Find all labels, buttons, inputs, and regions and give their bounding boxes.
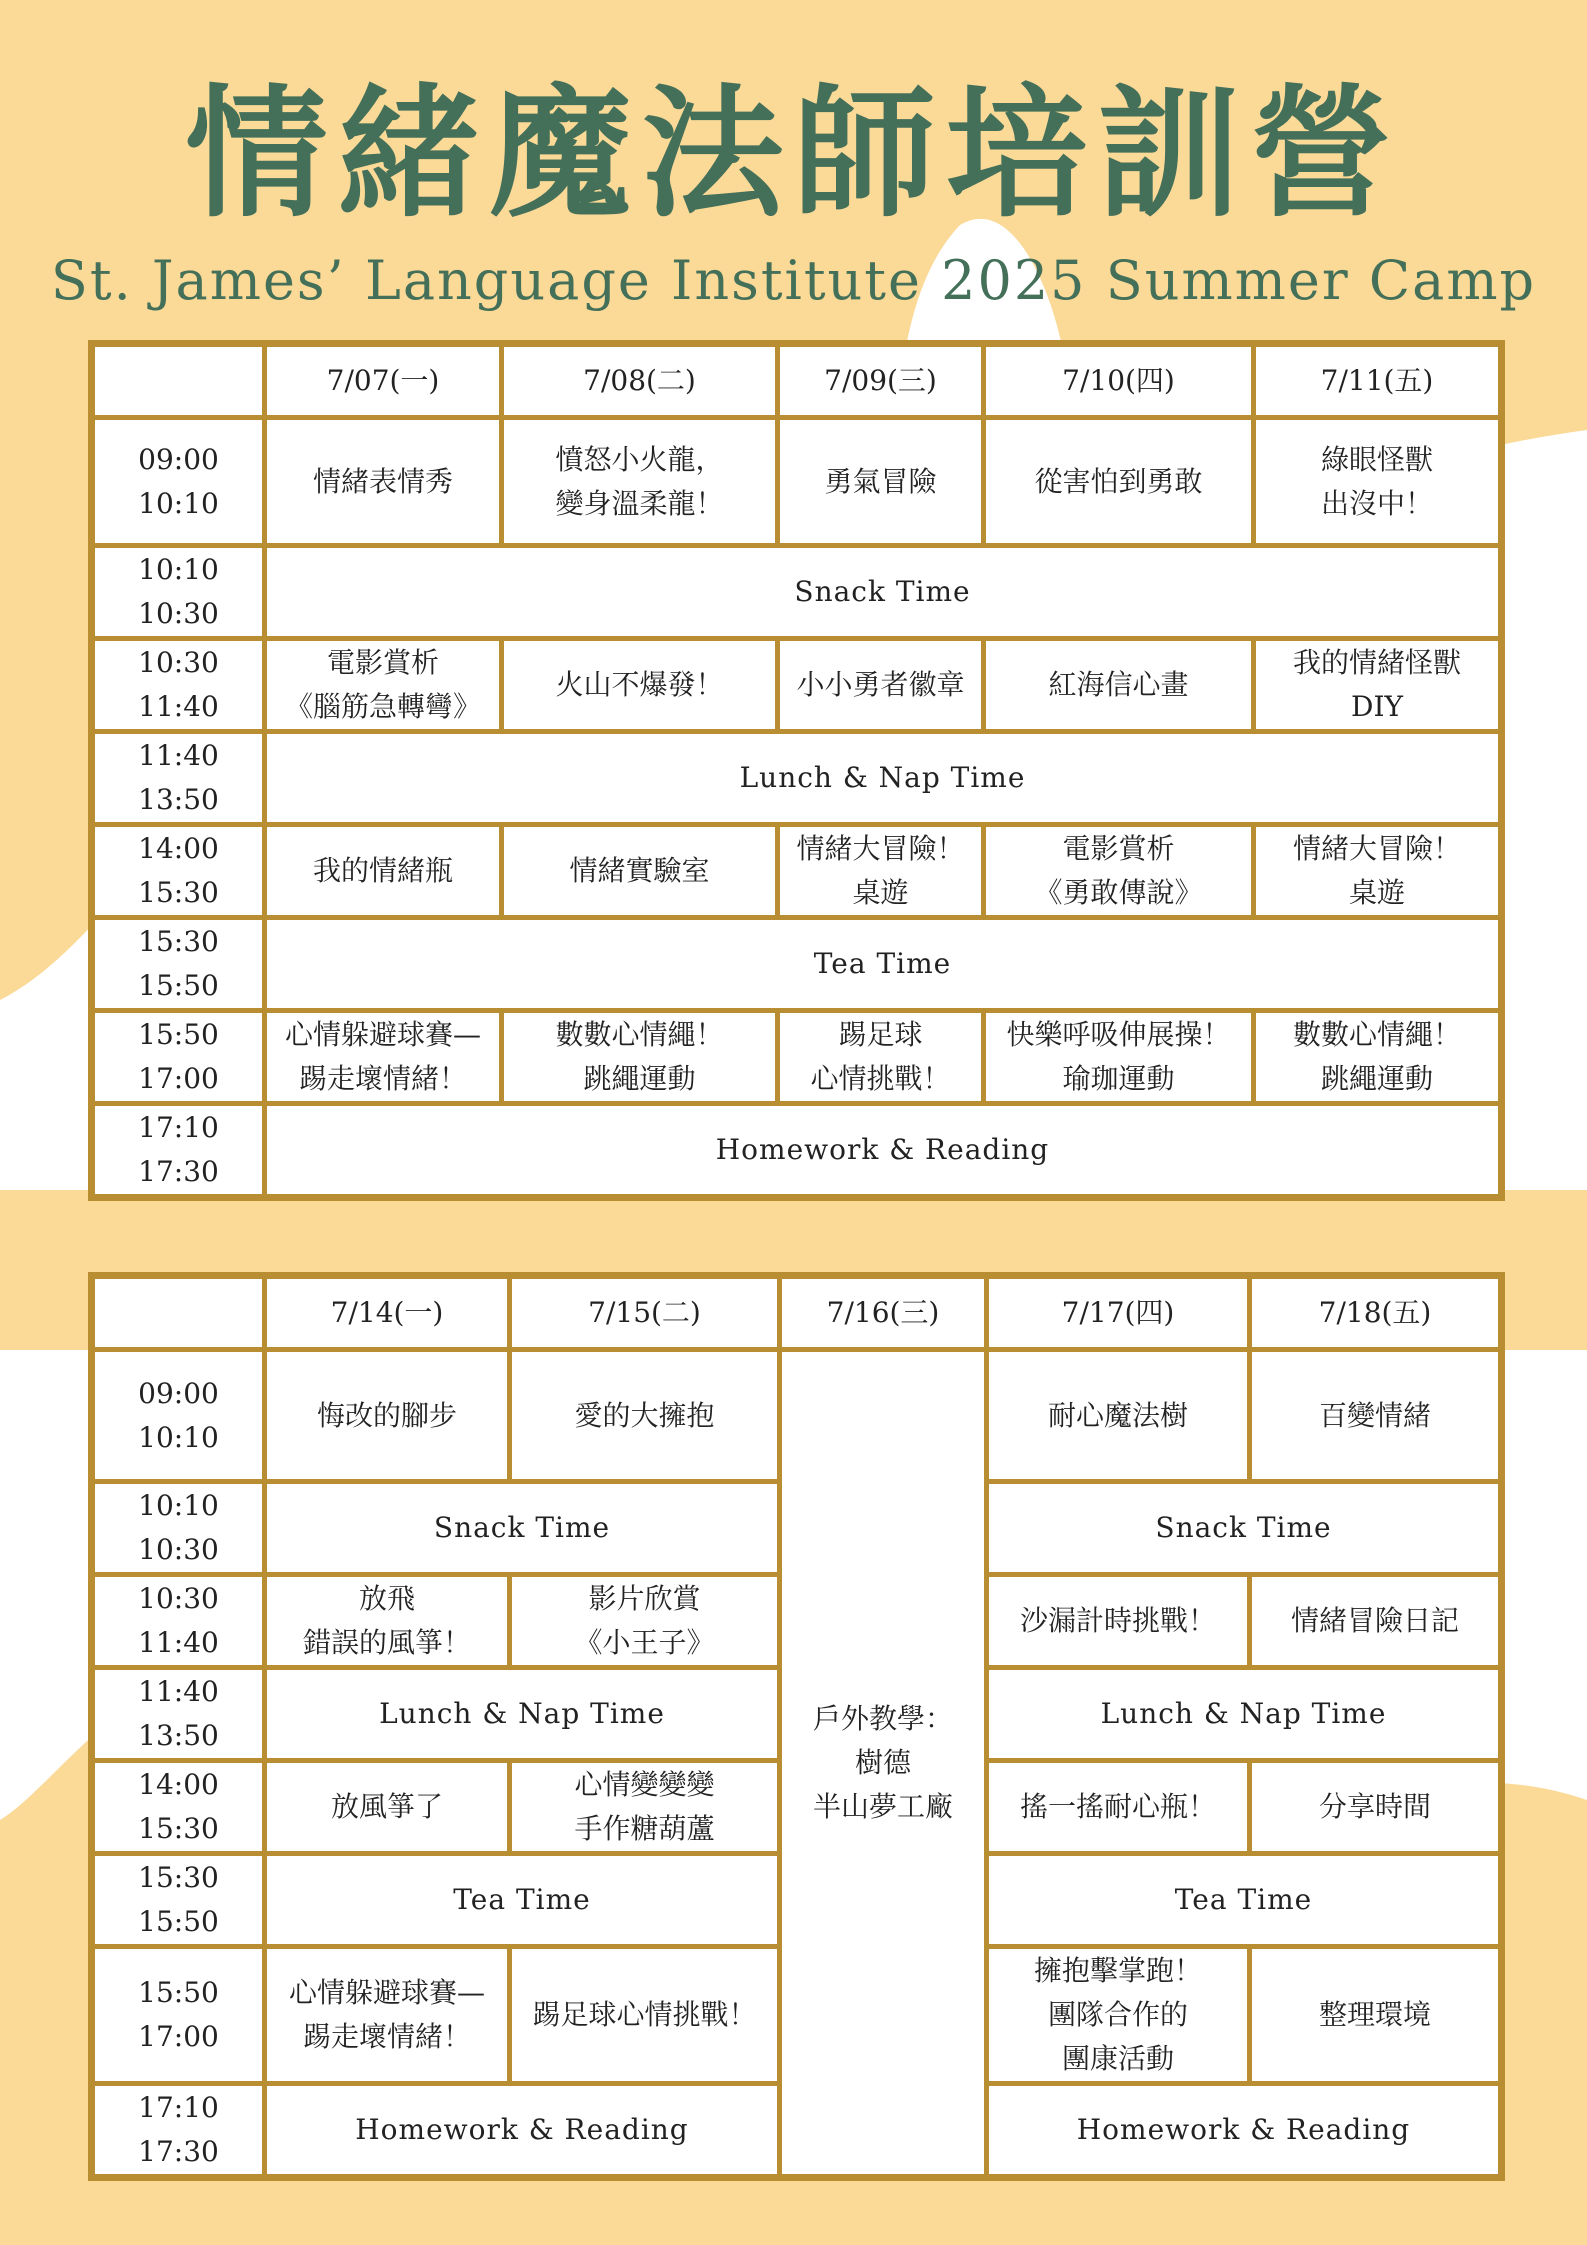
time-cell-line: 15:50 (138, 1905, 219, 1938)
week1-slot-row (92, 418, 1502, 546)
time-cell-line: 15:50 (138, 1976, 219, 2009)
activity-cell (1250, 1575, 1502, 1668)
activity-cell-line: 影片欣賞 (588, 1582, 701, 1615)
time-cell-line: 10:10 (138, 486, 219, 520)
time-cell-line: 15:30 (138, 876, 219, 909)
corner-cell (92, 1276, 265, 1350)
time-cell (92, 418, 265, 546)
break-cell: Snack Time (987, 1482, 1502, 1575)
day-header: 7/18(五) (1250, 1276, 1502, 1350)
activity-cell-line: DIY (1351, 690, 1403, 723)
activity-cell (1254, 1011, 1502, 1104)
week2-slot-row (92, 1350, 1502, 1482)
time-cell-line: 10:10 (138, 1420, 219, 1454)
week1-slot-row (92, 918, 1502, 1011)
day-header: 7/09(三) (778, 344, 984, 418)
activity-cell-line: 綠眼怪獸 (1320, 442, 1433, 476)
day-header: 7/07(一) (265, 344, 502, 418)
page-subtitle: St. James’ Language Institute 2025 Summer Camp (50, 249, 1537, 312)
time-cell (92, 1482, 265, 1575)
week2-schedule-table (88, 1272, 1505, 2181)
activity-cell-line: 沙漏計時挑戰！ (1019, 1604, 1216, 1637)
activity-cell-line: 團康活動 (1061, 2042, 1174, 2075)
time-cell-line: 17:00 (138, 1062, 219, 1095)
break-cell: Tea Time (265, 918, 1502, 1011)
time-cell (92, 1011, 265, 1104)
activity-cell-line: 放飛 (358, 1582, 415, 1615)
week1-schedule-table (88, 340, 1505, 1201)
activity-cell-line: 快樂呼吸伸展操！ (1006, 1018, 1231, 1051)
break-cell: Snack Time (265, 1482, 780, 1575)
time-cell (92, 1668, 265, 1761)
time-cell (92, 1350, 265, 1482)
outdoor-trip-cell-line: 半山夢工廠 (812, 1790, 953, 1823)
activity-cell (510, 1761, 780, 1854)
activity-cell-line: 心情挑戰！ (810, 1062, 951, 1095)
activity-cell (1250, 1947, 1502, 2084)
day-header: 7/17(四) (987, 1276, 1250, 1350)
break-cell: Lunch & Nap Time (265, 732, 1502, 825)
activity-cell (265, 1575, 510, 1668)
activity-cell (987, 1761, 1250, 1854)
time-cell (92, 918, 265, 1011)
activity-cell-line: 踢走壞情緒！ (298, 1062, 467, 1095)
activity-cell-line: 跳繩運動 (1320, 1062, 1433, 1095)
activity-cell-line: 擁抱擊掌跑！ (1033, 1954, 1202, 1987)
activity-cell (1250, 1350, 1502, 1482)
activity-cell-line: 心情變變變 (574, 1768, 715, 1801)
activity-cell-line: 情緒大冒險！ (1292, 832, 1461, 865)
activity-cell-line: 耐心魔法樹 (1047, 1398, 1188, 1432)
activity-cell (265, 1947, 510, 2084)
time-cell (92, 1575, 265, 1668)
time-cell-line: 09:00 (138, 1376, 219, 1410)
break-cell: Homework & Reading (265, 2084, 780, 2178)
week1-slot-row (92, 825, 1502, 918)
activity-cell (987, 1575, 1250, 1668)
time-cell-line: 14:00 (138, 1768, 219, 1801)
week1-slot-row (92, 1011, 1502, 1104)
activity-cell-line: 搖一搖耐心瓶！ (1019, 1790, 1216, 1823)
activity-cell-line: 小小勇者徽章 (796, 668, 965, 701)
activity-cell (1250, 1761, 1502, 1854)
activity-cell (510, 1350, 780, 1482)
time-cell-line: 15:50 (138, 969, 219, 1002)
activity-cell (502, 1011, 778, 1104)
day-header: 7/16(三) (780, 1276, 987, 1350)
activity-cell-line: 瑜珈運動 (1062, 1062, 1175, 1095)
activity-cell (510, 1575, 780, 1668)
time-cell-line: 17:30 (138, 1155, 219, 1188)
activity-cell-line: 踢足球心情挑戰！ (532, 1998, 757, 2031)
activity-cell (502, 418, 778, 546)
time-cell-line: 17:00 (138, 2020, 219, 2053)
time-cell-line: 09:00 (138, 442, 219, 476)
time-cell-line: 11:40 (138, 690, 219, 723)
activity-cell-line: 情緒大冒險！ (796, 832, 965, 865)
activity-cell-line: 踢走壞情緒！ (302, 2020, 471, 2053)
time-cell-line: 15:50 (138, 1018, 219, 1051)
time-cell (92, 1761, 265, 1854)
outdoor-trip-cell (780, 1350, 987, 2178)
time-cell-line: 10:30 (138, 1582, 219, 1615)
time-cell (92, 825, 265, 918)
break-cell: Snack Time (265, 546, 1502, 639)
time-cell-line: 17:10 (138, 2091, 219, 2124)
activity-cell (265, 1350, 510, 1482)
activity-cell-line: 整理環境 (1318, 1998, 1431, 2031)
activity-cell (502, 639, 778, 732)
activity-cell (265, 1761, 510, 1854)
activity-cell-line: 憤怒小火龍， (555, 442, 724, 476)
activity-cell (984, 418, 1254, 546)
activity-cell-line: 分享時間 (1318, 1790, 1431, 1823)
activity-cell-line: 電影賞析 (326, 646, 439, 679)
week1-header-row (92, 344, 1502, 418)
activity-cell-line: 《腦筋急轉彎》 (284, 690, 481, 723)
day-header: 7/11(五) (1254, 344, 1502, 418)
week1-slot-row (92, 639, 1502, 732)
activity-cell-line: 踢足球 (838, 1018, 923, 1051)
activity-cell-line: 紅海信心畫 (1048, 668, 1189, 701)
activity-cell (265, 1011, 502, 1104)
activity-cell-line: 勇氣冒險 (824, 464, 937, 498)
break-cell: Homework & Reading (987, 2084, 1502, 2178)
time-cell-line: 10:30 (138, 597, 219, 630)
activity-cell-line: 心情躲避球賽— (284, 1018, 481, 1051)
activity-cell-line: 跳繩運動 (583, 1062, 696, 1095)
week1-slot-row (92, 1104, 1502, 1198)
activity-cell-line: 《小王子》 (574, 1626, 715, 1659)
week1-slot-row (92, 546, 1502, 639)
week1-slot-row (92, 732, 1502, 825)
day-header: 7/14(一) (265, 1276, 510, 1350)
activity-cell (778, 418, 984, 546)
time-cell-line: 13:50 (138, 1719, 219, 1752)
time-cell-line: 10:30 (138, 1533, 219, 1566)
activity-cell (265, 825, 502, 918)
activity-cell-line: 我的情緒瓶 (312, 854, 453, 887)
time-cell (92, 1104, 265, 1198)
time-cell (92, 1854, 265, 1947)
time-cell-line: 10:30 (138, 646, 219, 679)
time-cell-line: 13:50 (138, 783, 219, 816)
time-cell-line: 11:40 (138, 739, 219, 772)
activity-cell (778, 1011, 984, 1104)
time-cell-line: 17:10 (138, 1111, 219, 1144)
time-cell-line: 15:30 (138, 1861, 219, 1894)
activity-cell (778, 825, 984, 918)
activity-cell (502, 825, 778, 918)
activity-cell-line: 電影賞析 (1062, 832, 1175, 865)
activity-cell (984, 1011, 1254, 1104)
time-cell-line: 17:30 (138, 2135, 219, 2168)
day-header: 7/10(四) (984, 344, 1254, 418)
activity-cell (984, 825, 1254, 918)
activity-cell-line: 出沒中！ (1320, 486, 1433, 520)
activity-cell-line: 錯誤的風箏！ (302, 1626, 471, 1659)
activity-cell-line: 變身溫柔龍！ (555, 486, 724, 520)
activity-cell (265, 639, 502, 732)
activity-cell-line: 愛的大擁抱 (574, 1398, 715, 1432)
activity-cell-line: 情緒實驗室 (569, 854, 710, 887)
activity-cell-line: 心情躲避球賽— (288, 1976, 485, 2009)
time-cell (92, 2084, 265, 2178)
activity-cell-line: 桌遊 (1348, 876, 1405, 909)
outdoor-trip-cell-line: 戶外教學： (812, 1702, 953, 1735)
break-cell: Tea Time (265, 1854, 780, 1947)
activity-cell-line: 放風箏了 (330, 1790, 443, 1823)
outdoor-trip-cell-line: 樹德 (854, 1746, 911, 1779)
day-header: 7/15(二) (510, 1276, 780, 1350)
activity-cell-line: 我的情緒怪獸 (1292, 646, 1461, 679)
activity-cell-line: 從害怕到勇敢 (1034, 464, 1203, 498)
activity-cell-line: 情緒表情秀 (312, 464, 453, 498)
activity-cell-line: 百變情緒 (1318, 1398, 1431, 1432)
activity-cell-line: 桌遊 (852, 876, 909, 909)
break-cell: Homework & Reading (265, 1104, 1502, 1198)
day-header: 7/08(二) (502, 344, 778, 418)
break-cell: Tea Time (987, 1854, 1502, 1947)
activity-cell-line: 團隊合作的 (1047, 1998, 1188, 2031)
time-cell-line: 14:00 (138, 832, 219, 865)
week2-header-row (92, 1276, 1502, 1350)
activity-cell-line: 《勇敢傳說》 (1034, 876, 1203, 909)
activity-cell-line: 手作糖葫蘆 (574, 1812, 715, 1845)
time-cell (92, 546, 265, 639)
time-cell (92, 732, 265, 825)
time-cell (92, 1947, 265, 2084)
activity-cell-line: 火山不爆發！ (555, 668, 724, 701)
page-title: 情緒魔法師培訓營 (185, 72, 1402, 237)
time-cell-line: 10:10 (138, 553, 219, 586)
time-cell (92, 639, 265, 732)
time-cell-line: 15:30 (138, 925, 219, 958)
activity-cell (987, 1947, 1250, 2084)
activity-cell (778, 639, 984, 732)
activity-cell-line: 悔改的腳步 (316, 1398, 457, 1432)
time-cell-line: 10:10 (138, 1489, 219, 1522)
activity-cell-line: 數數心情繩！ (555, 1018, 724, 1051)
activity-cell-line: 情緒冒險日記 (1290, 1604, 1459, 1637)
break-cell: Lunch & Nap Time (265, 1668, 780, 1761)
activity-cell (1254, 418, 1502, 546)
activity-cell-line: 數數心情繩！ (1292, 1018, 1461, 1051)
break-cell: Lunch & Nap Time (987, 1668, 1502, 1761)
activity-cell (1254, 639, 1502, 732)
activity-cell (987, 1350, 1250, 1482)
activity-cell (265, 418, 502, 546)
activity-cell (510, 1947, 780, 2084)
activity-cell (1254, 825, 1502, 918)
time-cell-line: 11:40 (138, 1626, 219, 1659)
corner-cell (92, 344, 265, 418)
time-cell-line: 15:30 (138, 1812, 219, 1845)
time-cell-line: 11:40 (138, 1675, 219, 1708)
activity-cell (984, 639, 1254, 732)
